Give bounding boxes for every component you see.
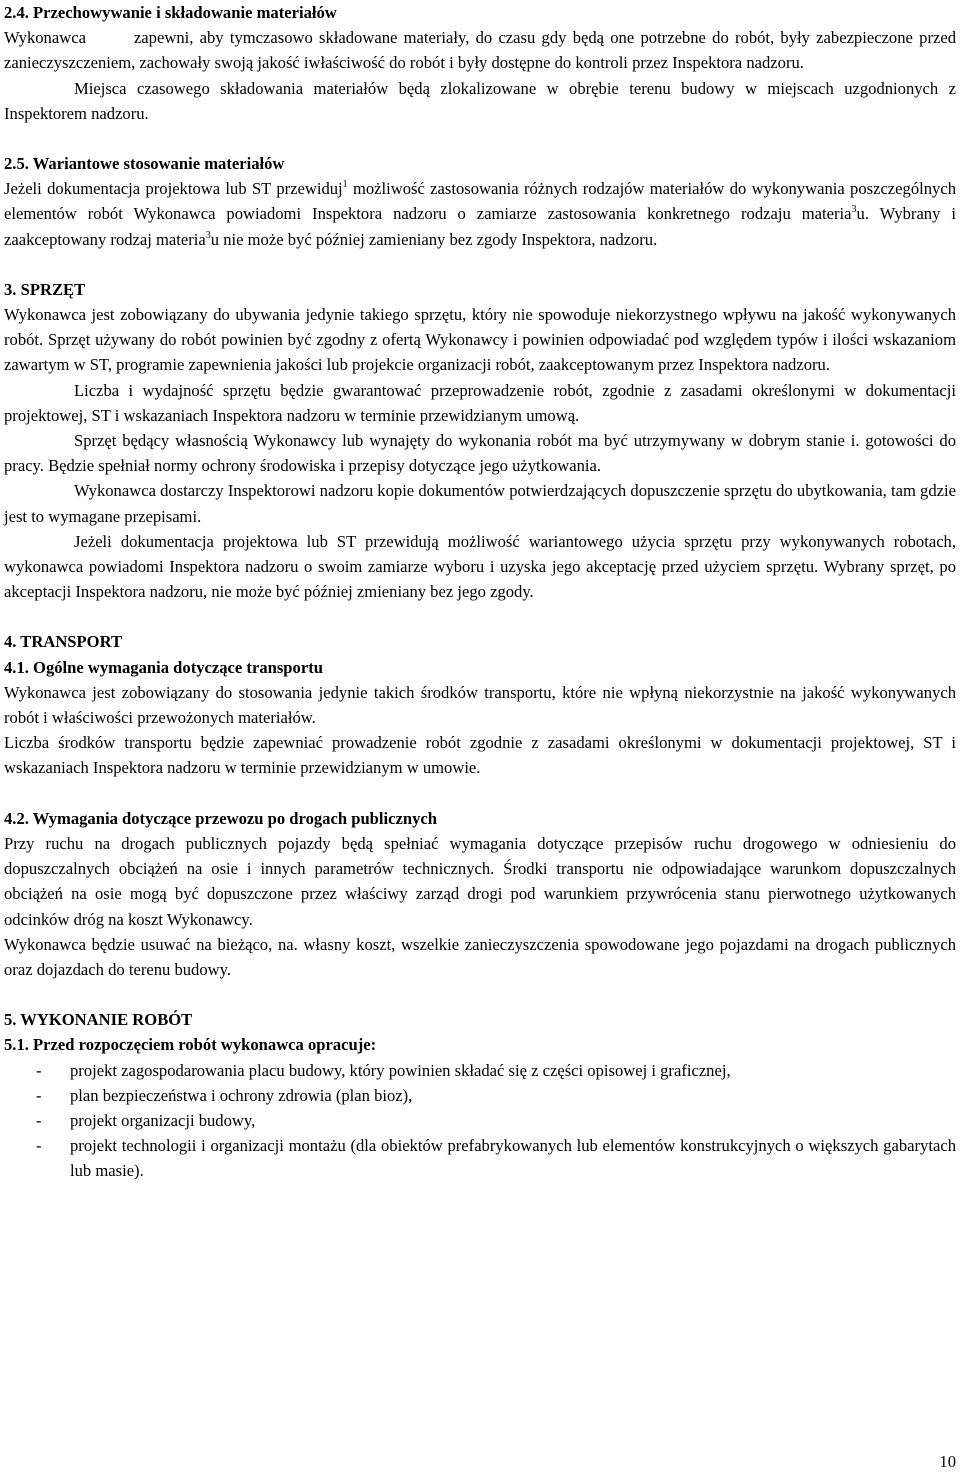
text-run: u nie może być później zamieniany bez zgody Inspektora, nadzoru. [210,229,658,249]
list-item: - projekt organizacji budowy, [4,1108,956,1133]
section-heading-5-1: 5.1. Przed rozpoczęciem robót wykonawca opracuje: [4,1035,377,1055]
paragraph-material-variants [4,176,956,252]
paragraph-equipment-4: Wykonawca dostarczy Inspektorowi nadzoru kopie dokumentów potwierdzających dopuszczenie sprzętu do ubytkowania, tam gdzie jest to wymagane przepisami. [4,481,956,526]
paragraph-transport-2: Liczba środków transportu będzie zapewniać prowadzenie robót zgodnie z zasadami określonymi w dokumentacji projektowej, ST i wskazaniach Inspektora nadzoru w terminie przewidzianym w umowie. [4,733,956,778]
paragraph-equipment-5: Jeżeli dokumentacja projektowa lub ST przewidują możliwość wariantowego użycia sprzętu przy wykonywanych robotach, wykonawca powiadomi Inspektora nadzoru o swoim zamiarze wyboru i uzyska jego akceptację przed użyciem sprzętu. Wybrany sprzęt, po akceptacji Inspektora nadzoru, nie może być później zmieniany bez jego zgody. [4,531,956,602]
paragraph-equipment-3: Sprzęt będący własnością Wykonawcy lub wynajęty do wykonania robót ma być utrzymywany w dobrym stanie i. gotowości do pracy. Będzie spełniał normy ochrony środowiska i przepisy dotyczące jego użytkowania. [4,431,956,476]
list-item: - projekt technologii i organizacji montażu (dla obiektów prefabrykowanych lub elementów konstrukcyjnych o większych gabarytach lub masie). [4,1133,956,1183]
paragraph-storage-location: Miejsca czasowego składowania materiałów będą zlokalizowane w obrębie terenu budowy w miejscach uzgodnionych z Inspektorem nadzoru. [4,78,956,123]
list-item: - projekt zagospodarowania placu budowy, który powinien składać się z części opisowej i graficznej, [4,1058,956,1083]
paragraph-public-roads-2: Wykonawca będzie usuwać na bieżąco, na. własny koszt, wszelkie zanieczyszczenia spowodowane jego pojazdami na drogach publicznych oraz dojazdach do terenu budowy. [4,934,956,979]
superscript: 3 [205,229,211,241]
text-run: możliwość zastosowania różnych rodzajów materiałów do wykonywania poszczególnych elementów robót Wykonawca powiadomi Inspektora nadzoru o zamiarze zastosowania konkretnego rodzaju materia [4,179,956,224]
paragraph-equipment-1: Wykonawca jest zobowiązany do ubywania jedynie takiego sprzętu, który nie spowoduje niekorzystnego wpływu na jakość wykonywanych robót. Sprzęt używany do robót powinien być zgodny z ofertą Wykonawcy i powinien odpowiadać pod względem typów i ilości wskazaniom zawartym w ST, programie zapewnienia jakości lub projekcie organizacji robót, zaakceptowanym przez Inspektora nadzoru. [4,305,956,375]
superscript: 3 [851,204,857,216]
page-number: 10 [939,1452,956,1471]
prework-list [4,1058,956,1184]
text-run: Jeżeli dokumentacja projektowa lub ST przewiduj [4,179,343,199]
section-heading-2-5: 2.5. Wariantowe stosowanie materiałów [4,154,285,174]
paragraph-storage [4,25,956,75]
section-heading-5: 5. WYKONANIE ROBÓT [4,1010,193,1030]
list-item: - plan bezpieczeństwa i ochrony zdrowia (plan bioz), [4,1083,956,1108]
paragraph-lead-word: Wykonawca [4,28,86,48]
section-heading-2-4: 2.4. Przechowywanie i składowanie materiałów [4,3,337,22]
paragraph-equipment-2: Liczba i wydajność sprzętu będzie gwarantować przeprowadzenie robót, zgodnie z zasadami określonymi w dokumentacji projektowej, ST i wskazaniach Inspektora nadzoru w terminie przewidzianym umową. [4,380,956,425]
document-page [4,0,956,1184]
superscript: 1 [342,179,348,191]
section-heading-4: 4. TRANSPORT [4,632,123,652]
paragraph-public-roads-1: Przy ruchu na drogach publicznych pojazdy będą spełniać wymagania dotyczące przepisów ruchu drogowego w odniesieniu do dopuszczalnych obciążeń na osie i innych parametrów technicznych. Środki transportu nie odpowiadające warunkom dopuszczalnych obciążeń na osie mogą być dopuszczone przez właściwy zarząd drogi pod warunkiem przywrócenia stanu pierwotnego użytkowanych odcinków dróg na koszt Wykonawcy. [4,833,956,929]
section-heading-4-1: 4.1. Ogólne wymagania dotyczące transportu [4,657,323,677]
section-heading-4-2: 4.2. Wymagania dotyczące przewozu po drogach publicznych [4,808,437,828]
paragraph-text: zapewni, aby tymczasowo składowane materiały, do czasu gdy będą one potrzebne do robót, były zabezpieczone przed zanieczyszczeniem, zachowały swoją jakość iwłaściwość do robót i były dostępne do kontroli przez Inspektora nadzoru. [4,28,956,73]
section-heading-3: 3. SPRZĘT [4,279,86,299]
paragraph-transport-1: Wykonawca jest zobowiązany do stosowania jedynie takich środków transportu, które nie wpłyną niekorzystnie na jakość wykonywanych robót i właściwości przewożonych materiałów. [4,682,956,728]
text-run: u. Wybrany i zaakceptowany rodzaj materia [4,204,957,249]
